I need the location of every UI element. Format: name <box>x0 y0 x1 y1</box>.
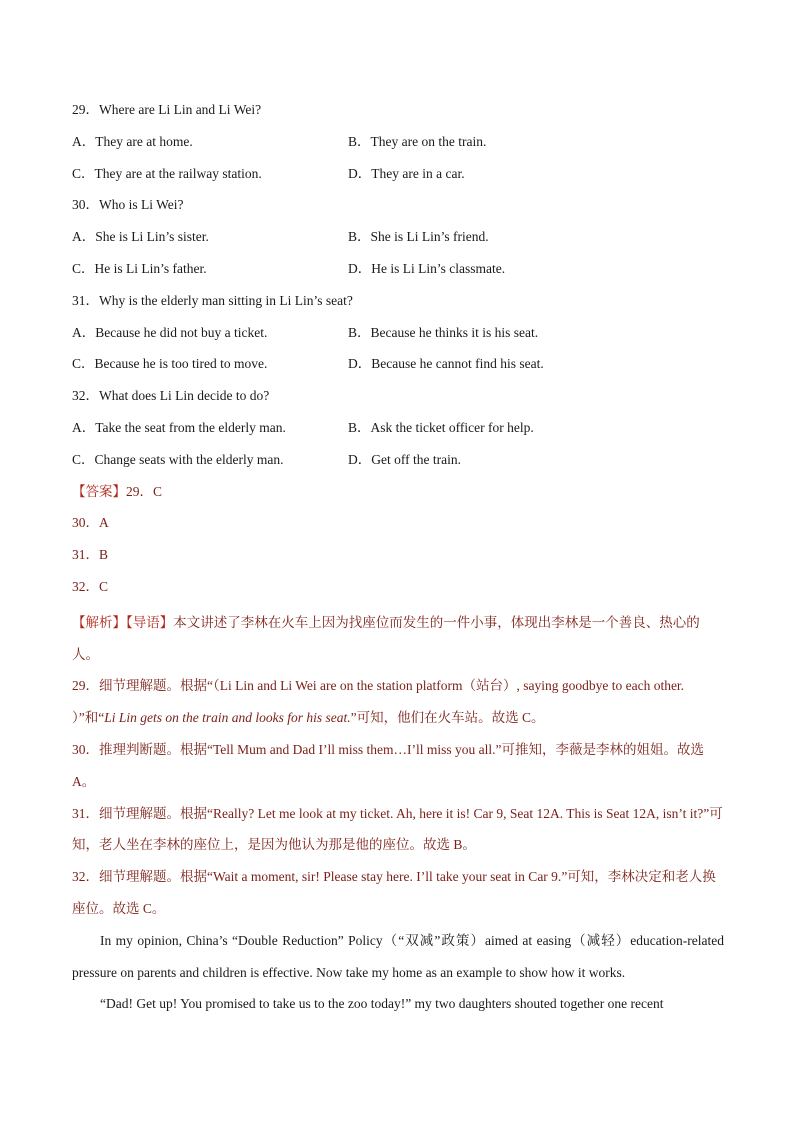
option-a: A．Take the seat from the elderly man. <box>72 419 286 435</box>
question-text: Who is Li Wei? <box>99 197 184 213</box>
option-c: C．Because he is too tired to move. <box>72 356 268 372</box>
option-d: D．Because he cannot find his seat. <box>348 356 544 372</box>
option-a: A．Because he did not buy a ticket. <box>72 324 268 340</box>
option-c: C．He is Li Lin’s father. <box>72 260 207 276</box>
quoted-text: Wait a moment, sir! Please stay here. I’ll take your seat in Car 9. <box>213 869 562 885</box>
option-b: B．She is Li Lin’s friend. <box>348 229 489 245</box>
answer-item: 29．C <box>126 483 163 499</box>
options-row <box>72 321 724 353</box>
analysis-item-32: 32．细节理解题。根据“Wait a moment, sir! Please stay here. I’ll take your seat in Car 9.”可知，李林决定和老人换座位。故选 C。 <box>72 869 716 916</box>
answer-label: 【答案】 <box>72 483 126 499</box>
question-29 <box>72 98 724 130</box>
options-row <box>72 162 724 194</box>
answer-line <box>72 480 724 512</box>
question-31 <box>72 289 724 321</box>
question-text: Why is the elderly man sitting in Li Lin’s seat? <box>99 292 353 308</box>
question-number: 30． <box>72 197 99 213</box>
option-b: B．Ask the ticket officer for help. <box>348 419 534 435</box>
answer-item: 30．A <box>72 515 109 531</box>
options-row <box>72 352 724 384</box>
question-number: 32． <box>72 388 99 404</box>
question-text: Where are Li Lin and Li Wei? <box>99 102 262 117</box>
option-b: B．They are on the train. <box>348 133 487 149</box>
analysis-item-30: 30．推理判断题。根据“Tell Mum and Dad I’ll miss them…I’ll miss you all.”可推知，李薇是李林的姐姐。故选 A。 <box>72 741 705 789</box>
analysis-label: 【解析】 <box>72 614 126 630</box>
question-text: What does Li Lin decide to do? <box>99 388 270 404</box>
passage-paragraph: “Dad! Get up! You promised to take us to the zoo today!” my two daughters shouted together one recent <box>100 996 664 1012</box>
option-c: C．They are at the railway station. <box>72 165 262 181</box>
options-row <box>72 225 724 257</box>
guide-text: 本文讲述了李林在火车上因为找座位而发生的一件小事，体现出李林是一个善良、热心的人。 <box>72 614 700 662</box>
question-30 <box>72 193 724 225</box>
quoted-text: Li Lin gets on the train and looks for his seat. <box>104 710 351 726</box>
question-number: 29． <box>72 102 99 117</box>
answer-item: 31．B <box>72 547 109 563</box>
answer-item: 32．C <box>72 578 109 594</box>
guide-label: 【导语】 <box>126 614 174 630</box>
document-page <box>72 98 724 1020</box>
answer-line <box>72 575 724 607</box>
passage-paragraph: In my opinion, China’s “Double Reduction” Policy（“双减”政策）aimed at easing（减轻）education-related pressure on parents and children is effective. Now take my home as an example to show how it works. <box>72 932 724 980</box>
answer-line <box>72 543 724 575</box>
option-c: C．Change seats with the elderly man. <box>72 451 284 467</box>
analysis-guide <box>72 607 724 671</box>
options-row <box>72 448 724 480</box>
analysis-item-31: 31．细节理解题。根据“Really? Let me look at my ticket. Ah, here it is! Car 9, Seat 12A. This is Seat 12A, isn’t it?”可知，老人坐在李林的座位上，是因为他认为那是他的座位。故选 B。 <box>72 805 723 853</box>
option-a: A．They are at home. <box>72 133 193 149</box>
quoted-text: Tell Mum and Dad I’ll miss them…I’ll miss you all. <box>213 741 496 757</box>
options-row <box>72 416 724 448</box>
option-d: D．He is Li Lin’s classmate. <box>348 260 506 276</box>
question-32 <box>72 384 724 416</box>
quoted-text: （Li Lin and Li Wei are on the station platform（站台）, saying goodbye to each other. ） <box>72 678 685 726</box>
answer-line <box>72 511 724 543</box>
option-d: D．They are in a car. <box>348 165 465 181</box>
options-row <box>72 257 724 289</box>
options-row <box>72 130 724 162</box>
option-a: A．She is Li Lin’s sister. <box>72 229 209 245</box>
quoted-text: Really? Let me look at my ticket. Ah, here it is! Car 9, Seat 12A. This is Seat 12A, isn’t it? <box>213 805 704 821</box>
question-number: 31． <box>72 292 99 308</box>
option-b: B．Because he thinks it is his seat. <box>348 324 539 340</box>
option-d: D．Get off the train. <box>348 451 461 467</box>
analysis-item-29: 29．细节理解题。根据“（Li Lin and Li Wei are on the station platform（站台）, saying goodbye to each other. ）”和“Li Lin gets on the train and looks for his seat.”可知，他们在火车站。故选 C。 <box>72 678 685 726</box>
